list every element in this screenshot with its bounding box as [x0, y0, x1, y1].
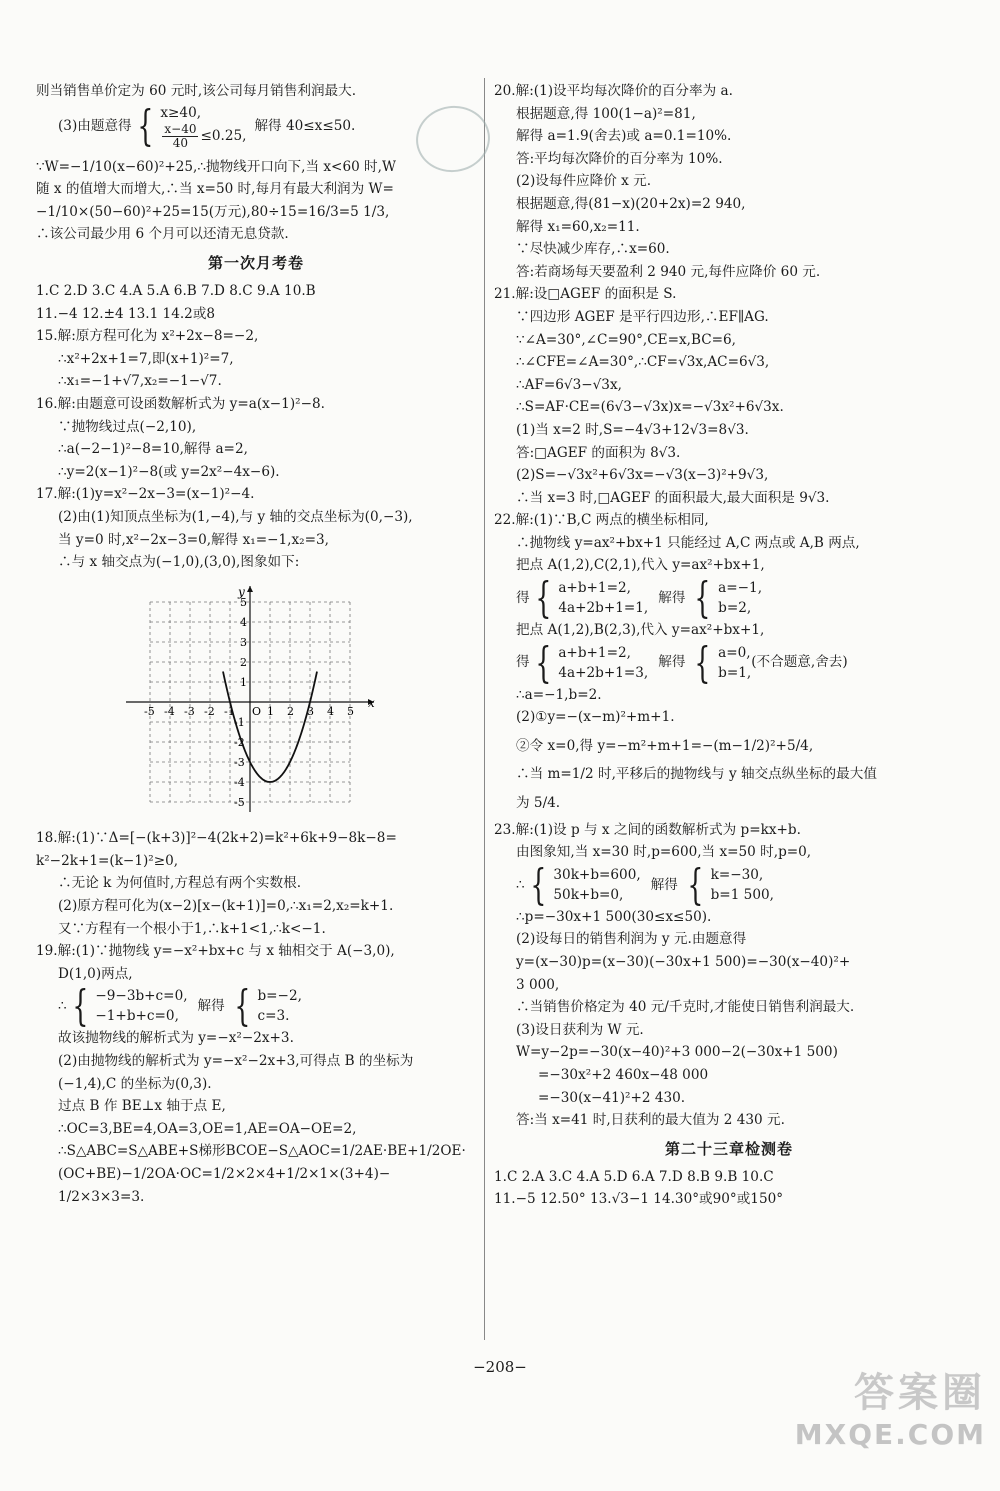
- q19-line: (OC+BE)−1/2OA·OC=1/2×2×4+1/2×1×(3+4)−: [58, 1166, 391, 1182]
- note-text: (不合题意,舍去): [751, 654, 848, 671]
- q18-line: k²−2k+1=(k−1)²≥0,: [36, 852, 179, 869]
- q23-line: =−30x²+2 460x−48 000: [538, 1066, 709, 1083]
- q21-line: ∵四边形 AGEF 是平行四边形,∴EF∥AG.: [516, 308, 769, 325]
- brace: {: [530, 859, 547, 909]
- q22-line: ∴a=−1,b=2.: [516, 686, 602, 703]
- system-row: a+b+1=2,: [558, 580, 631, 597]
- therefore-sign: ∴: [58, 998, 67, 1015]
- choice-answers: 1.C 2.A 3.C 4.A 5.D 6.A 7.D 8.B 9.B 10.C: [494, 1168, 774, 1185]
- equation-system: [494, 859, 964, 909]
- q22-line: ②令 x=0,得 y=−m²+m+1=−(m−1/2)²+5/4,: [516, 737, 814, 754]
- system-rows: [257, 986, 301, 1026]
- q20-line: 20.解:(1)设平均每次降价的百分率为 a.: [494, 83, 733, 99]
- equation-system: [494, 637, 964, 687]
- q23-line: =−30(x−41)²+2 430.: [538, 1089, 686, 1106]
- x-tick-label: 1: [267, 704, 274, 718]
- q16-line: ∴a(−2−1)²−8=10,解得 a=2,: [58, 441, 248, 458]
- system-row: 4a+2b+1=1,: [558, 600, 649, 617]
- x-tick-label: 4: [327, 704, 334, 718]
- q18-line: (2)原方程可化为(x−2)[x−(k+1)]=0,∴x₁=2,x₂=k+1.: [58, 898, 394, 915]
- origin-label: O: [252, 704, 262, 718]
- q23-line: (3)设日获利为 W 元.: [516, 1021, 644, 1038]
- q20-line: (2)设每件应降价 x 元.: [516, 173, 652, 190]
- q19-line: 19.解:(1)∵抛物线 y=−x²+bx+c 与 x 轴相交于 A(−3,0),: [36, 943, 395, 960]
- q21-line: (2)S=−√3x²+6√3x=−√3(x−3)²+9√3,: [516, 467, 769, 484]
- system-row: 50k+b=0,: [553, 886, 624, 903]
- q15-line: 15.解:原方程可化为 x²+2x−8=−2,: [36, 328, 259, 345]
- solve-label: 解得: [658, 589, 686, 606]
- q17-line: (2)由(1)知顶点坐标为(1,−4),与 y 轴的交点坐标为(0,−3),: [58, 508, 413, 525]
- system-rows: [558, 643, 648, 683]
- brace: {: [694, 637, 711, 687]
- right-column: [494, 80, 964, 1211]
- y-tick-label: -2: [234, 735, 245, 749]
- fill-answers: 11.−5 12.50° 13.√3−1 14.30°或90°或150°: [494, 1191, 784, 1208]
- choice-answers: 1.C 2.D 3.C 4.A 5.A 6.B 7.D 8.C 9.A 10.B: [36, 282, 316, 299]
- q18-line: 18.解:(1)∵Δ=[−(k+3)]²−4(2k+2)=k²+6k+9−8k−8=: [36, 830, 397, 847]
- system-row: b=2,: [718, 600, 752, 617]
- watermark-logo: 答案圈: [854, 1370, 986, 1416]
- q20-line: 答:平均每次降价的百分率为 10%.: [516, 150, 723, 167]
- graph-svg: [120, 582, 390, 812]
- brace: {: [234, 981, 251, 1031]
- q23-line: 3 000,: [516, 976, 560, 993]
- x-tick-label: -5: [144, 704, 155, 718]
- text-line: ∴该公司最少用 6 个月可以还清无息贷款.: [36, 226, 289, 243]
- x-axis-label: x: [368, 695, 375, 710]
- system-row: [160, 123, 246, 150]
- q23-line: W=y−2p=−30(x−40)²+3 000−2(−30x+1 500): [516, 1044, 838, 1061]
- system-row: 4a+2b+1=3,: [558, 664, 649, 681]
- q23-line: ∴当销售价格定为 40 元/千克时,才能使日销售利润最大.: [516, 999, 855, 1016]
- q21-line: 答:□AGEF 的面积为 8√3.: [516, 444, 681, 461]
- q19-line: 故该抛物线的解析式为 y=−x²−2x+3.: [58, 1030, 294, 1047]
- q15-line: ∴x²+2x+1=7,即(x+1)²=7,: [58, 350, 234, 367]
- x-tick-label: -3: [184, 704, 195, 718]
- q21-line: ∴AF=6√3−√3x,: [516, 376, 622, 393]
- section-title: 第一次月考卷: [207, 253, 304, 272]
- system-row: a=0,: [718, 644, 751, 661]
- x-tick-label: 2: [287, 704, 294, 718]
- system-rows: [711, 865, 774, 905]
- q20-line: 根据题意,得(81−x)(20+2x)=2 940,: [516, 195, 746, 212]
- system-row: a+b+1=2,: [558, 644, 631, 661]
- system-row: a=−1,: [718, 580, 763, 597]
- solve-label: 解得: [658, 654, 686, 671]
- system-row: b=−2,: [257, 988, 302, 1005]
- q23-line: 答:当 x=41 时,日获利的最大值为 2 430 元.: [516, 1112, 785, 1129]
- fraction: [162, 123, 198, 150]
- system-row: 30k+b=600,: [553, 866, 641, 883]
- system-row: x≥40,: [160, 104, 202, 121]
- x-tick-label: -1: [224, 704, 235, 718]
- q17-line: 当 y=0 时,x²−2x−3=0,解得 x₁=−1,x₂=3,: [58, 531, 329, 548]
- section-title: 第二十三章检测卷: [664, 1139, 793, 1158]
- q22-line: ∴抛物线 y=ax²+bx+1 只能经过 A,C 两点或 A,B 两点,: [516, 534, 860, 551]
- system-row-tail: ≤0.25,: [200, 127, 247, 144]
- q19-line: (−1,4),C 的坐标为(0,3).: [58, 1075, 212, 1092]
- system-rows: [95, 986, 187, 1026]
- q15-line: ∴x₁=−1+√7,x₂=−1−√7.: [58, 373, 222, 390]
- q18-line: 又∵方程有一个根小于1,∴k+1<1,∴k<−1.: [58, 920, 326, 937]
- q19-line: ∴OC=3,BE=4,OA=3,OE=1,AE=OA−OE=2,: [58, 1120, 357, 1137]
- q19-line: ∴S△ABC=S△ABE+S梯形BCOE−S△AOC=1/2AE·BE+1/2OE·: [58, 1143, 466, 1160]
- system-row: b=1 500,: [710, 886, 774, 903]
- system-rows: [718, 578, 762, 618]
- system-row: −9−3b+c=0,: [95, 988, 188, 1005]
- q19-line: 过点 B 作 BE⊥x 轴于点 E,: [58, 1098, 226, 1115]
- x-tick-label: 3: [307, 704, 314, 718]
- brace: {: [534, 573, 551, 623]
- q21-line: ∴S=AF·CE=(6√3−√3x)x=−√3x²+6√3x.: [516, 399, 784, 416]
- left-column: [36, 80, 476, 1208]
- equation-system: [494, 573, 964, 623]
- q19-line: D(1,0)两点,: [58, 965, 133, 982]
- parabola-graph: [120, 582, 476, 820]
- y-tick-label: -5: [234, 795, 245, 809]
- q22-line: 22.解:(1)∵B,C 两点的横坐标相同,: [494, 512, 709, 529]
- q23-line: (2)设每日的销售利润为 y 元.由题意得: [516, 931, 747, 948]
- q16-line: ∵抛物线过点(−2,10),: [58, 418, 197, 435]
- y-tick-label: 3: [240, 635, 247, 649]
- therefore-sign: ∴: [516, 876, 525, 893]
- q21-line: ∵∠A=30°,∠C=90°,CE=x,BC=6,: [516, 331, 736, 348]
- q20-line: 答:若商场每天要盈利 2 940 元,每件应降价 60 元.: [516, 263, 821, 280]
- y-tick-label: -1: [234, 715, 245, 729]
- q19-line: 1/2×3×3=3.: [58, 1188, 145, 1205]
- solution-text: 解得 40≤x≤50.: [254, 117, 356, 134]
- page-number: −208−: [473, 1358, 527, 1376]
- q20-line: ∵尽快减少库存,∴x=60.: [516, 241, 670, 258]
- q18-line: ∴无论 k 为何值时,方程总有两个实数根.: [58, 875, 302, 892]
- y-axis-label: y: [238, 584, 245, 599]
- system-row: k=−30,: [710, 866, 764, 883]
- numerator: x−40: [164, 121, 197, 136]
- inequality-system: [36, 103, 476, 150]
- y-tick-label: 2: [240, 655, 247, 669]
- q22-line: 为 5/4.: [516, 795, 561, 812]
- brace: {: [136, 101, 154, 151]
- watermark-url: MXQE.COM: [794, 1418, 986, 1451]
- brace: {: [534, 637, 551, 687]
- x-tick-label: -2: [204, 704, 215, 718]
- q20-line: 根据题意,得 100(1−a)²=81,: [516, 105, 696, 122]
- text-line: ∵W=−1/10(x−60)²+25,∴抛物线开口向下,当 x<60 时,W: [36, 158, 396, 175]
- q22-line: 把点 A(1,2),B(2,3),代入 y=ax²+bx+1,: [516, 622, 765, 639]
- q17-line: ∴与 x 轴交点为(−1,0),(3,0),图象如下:: [58, 554, 300, 571]
- system-rows: [553, 865, 640, 905]
- q21-line: ∴当 x=3 时,□AGEF 的面积最大,最大面积是 9√3.: [516, 489, 830, 506]
- column-divider: [484, 78, 485, 1340]
- q21-line: (1)当 x=2 时,S=−4√3+12√3=8√3.: [516, 421, 749, 438]
- solve-label: 解得: [197, 998, 225, 1015]
- x-tick-label: 5: [347, 704, 354, 718]
- system-lead: 得: [516, 654, 530, 671]
- solve-label: 解得: [650, 876, 678, 893]
- y-tick-label: -4: [234, 775, 245, 789]
- brace: {: [72, 981, 89, 1031]
- system-row: −1+b+c=0,: [95, 1008, 179, 1025]
- q23-line: y=(x−30)p=(x−30)(−30x+1 500)=−30(x−40)²+: [516, 954, 851, 970]
- denominator: 40: [172, 135, 189, 150]
- y-tick-label: -3: [234, 755, 245, 769]
- x-tick-label: -4: [164, 704, 175, 718]
- brace: {: [687, 859, 704, 909]
- q23-line: ∴p=−30x+1 500(30≤x≤50).: [516, 908, 712, 925]
- q22-line: 把点 A(1,2),C(2,1),代入 y=ax²+bx+1,: [516, 557, 765, 574]
- q23-line: 由图象知,当 x=30 时,p=600,当 x=50 时,p=0,: [516, 844, 812, 861]
- q20-line: 解得 x₁=60,x₂=11.: [516, 218, 640, 235]
- fill-answers: 11.−4 12.±4 13.1 14.2或8: [36, 305, 216, 322]
- text-line: (3)由题意得: [58, 117, 132, 134]
- q19-line: (2)由抛物线的解析式为 y=−x²−2x+3,可得点 B 的坐标为: [58, 1053, 414, 1070]
- q22-line: (2)①y=−(x−m)²+m+1.: [516, 709, 675, 726]
- brace: {: [694, 573, 711, 623]
- y-tick-label: 1: [240, 675, 247, 689]
- equation-system: [36, 981, 476, 1031]
- q22-line: ∴当 m=1/2 时,平移后的抛物线与 y 轴交点纵坐标的最大值: [516, 766, 877, 783]
- q17-line: 17.解:(1)y=x²−2x−3=(x−1)²−4.: [36, 486, 255, 503]
- q16-line: 16.解:由题意可设函数解析式为 y=a(x−1)²−8.: [36, 395, 325, 412]
- y-axis-arrow: [247, 586, 253, 592]
- system-row: c=3.: [257, 1008, 290, 1025]
- y-tick-label: 4: [240, 615, 247, 629]
- system-row: b=1,: [718, 664, 752, 681]
- system-rows: [718, 643, 751, 683]
- q21-line: ∴∠CFE=∠A=30°,∴CF=√3x,AC=6√3,: [516, 354, 770, 371]
- q20-line: 解得 a=1.9(舍去)或 a=0.1=10%.: [516, 128, 732, 145]
- q16-line: ∴y=2(x−1)²−8(或 y=2x²−4x−6).: [58, 463, 280, 480]
- q23-line: 23.解:(1)设 p 与 x 之间的函数解析式为 p=kx+b.: [494, 821, 801, 838]
- watermark: [795, 1361, 986, 1451]
- y-tick-label: 5: [240, 595, 247, 609]
- system-rows: [160, 103, 246, 150]
- system-rows: [558, 578, 648, 618]
- system-lead: 得: [516, 589, 530, 606]
- text-line: −1/10×(50−60)²+25=15(万元),80÷15=16/3=5 1/3,: [36, 203, 390, 220]
- q21-line: 21.解:设□AGEF 的面积是 S.: [494, 286, 677, 303]
- text-line: 随 x 的值增大而增大,∴当 x=50 时,每月有最大利润为 W=: [36, 181, 394, 198]
- text-line: 则当销售单价定为 60 元时,该公司每月销售利润最大.: [36, 83, 357, 99]
